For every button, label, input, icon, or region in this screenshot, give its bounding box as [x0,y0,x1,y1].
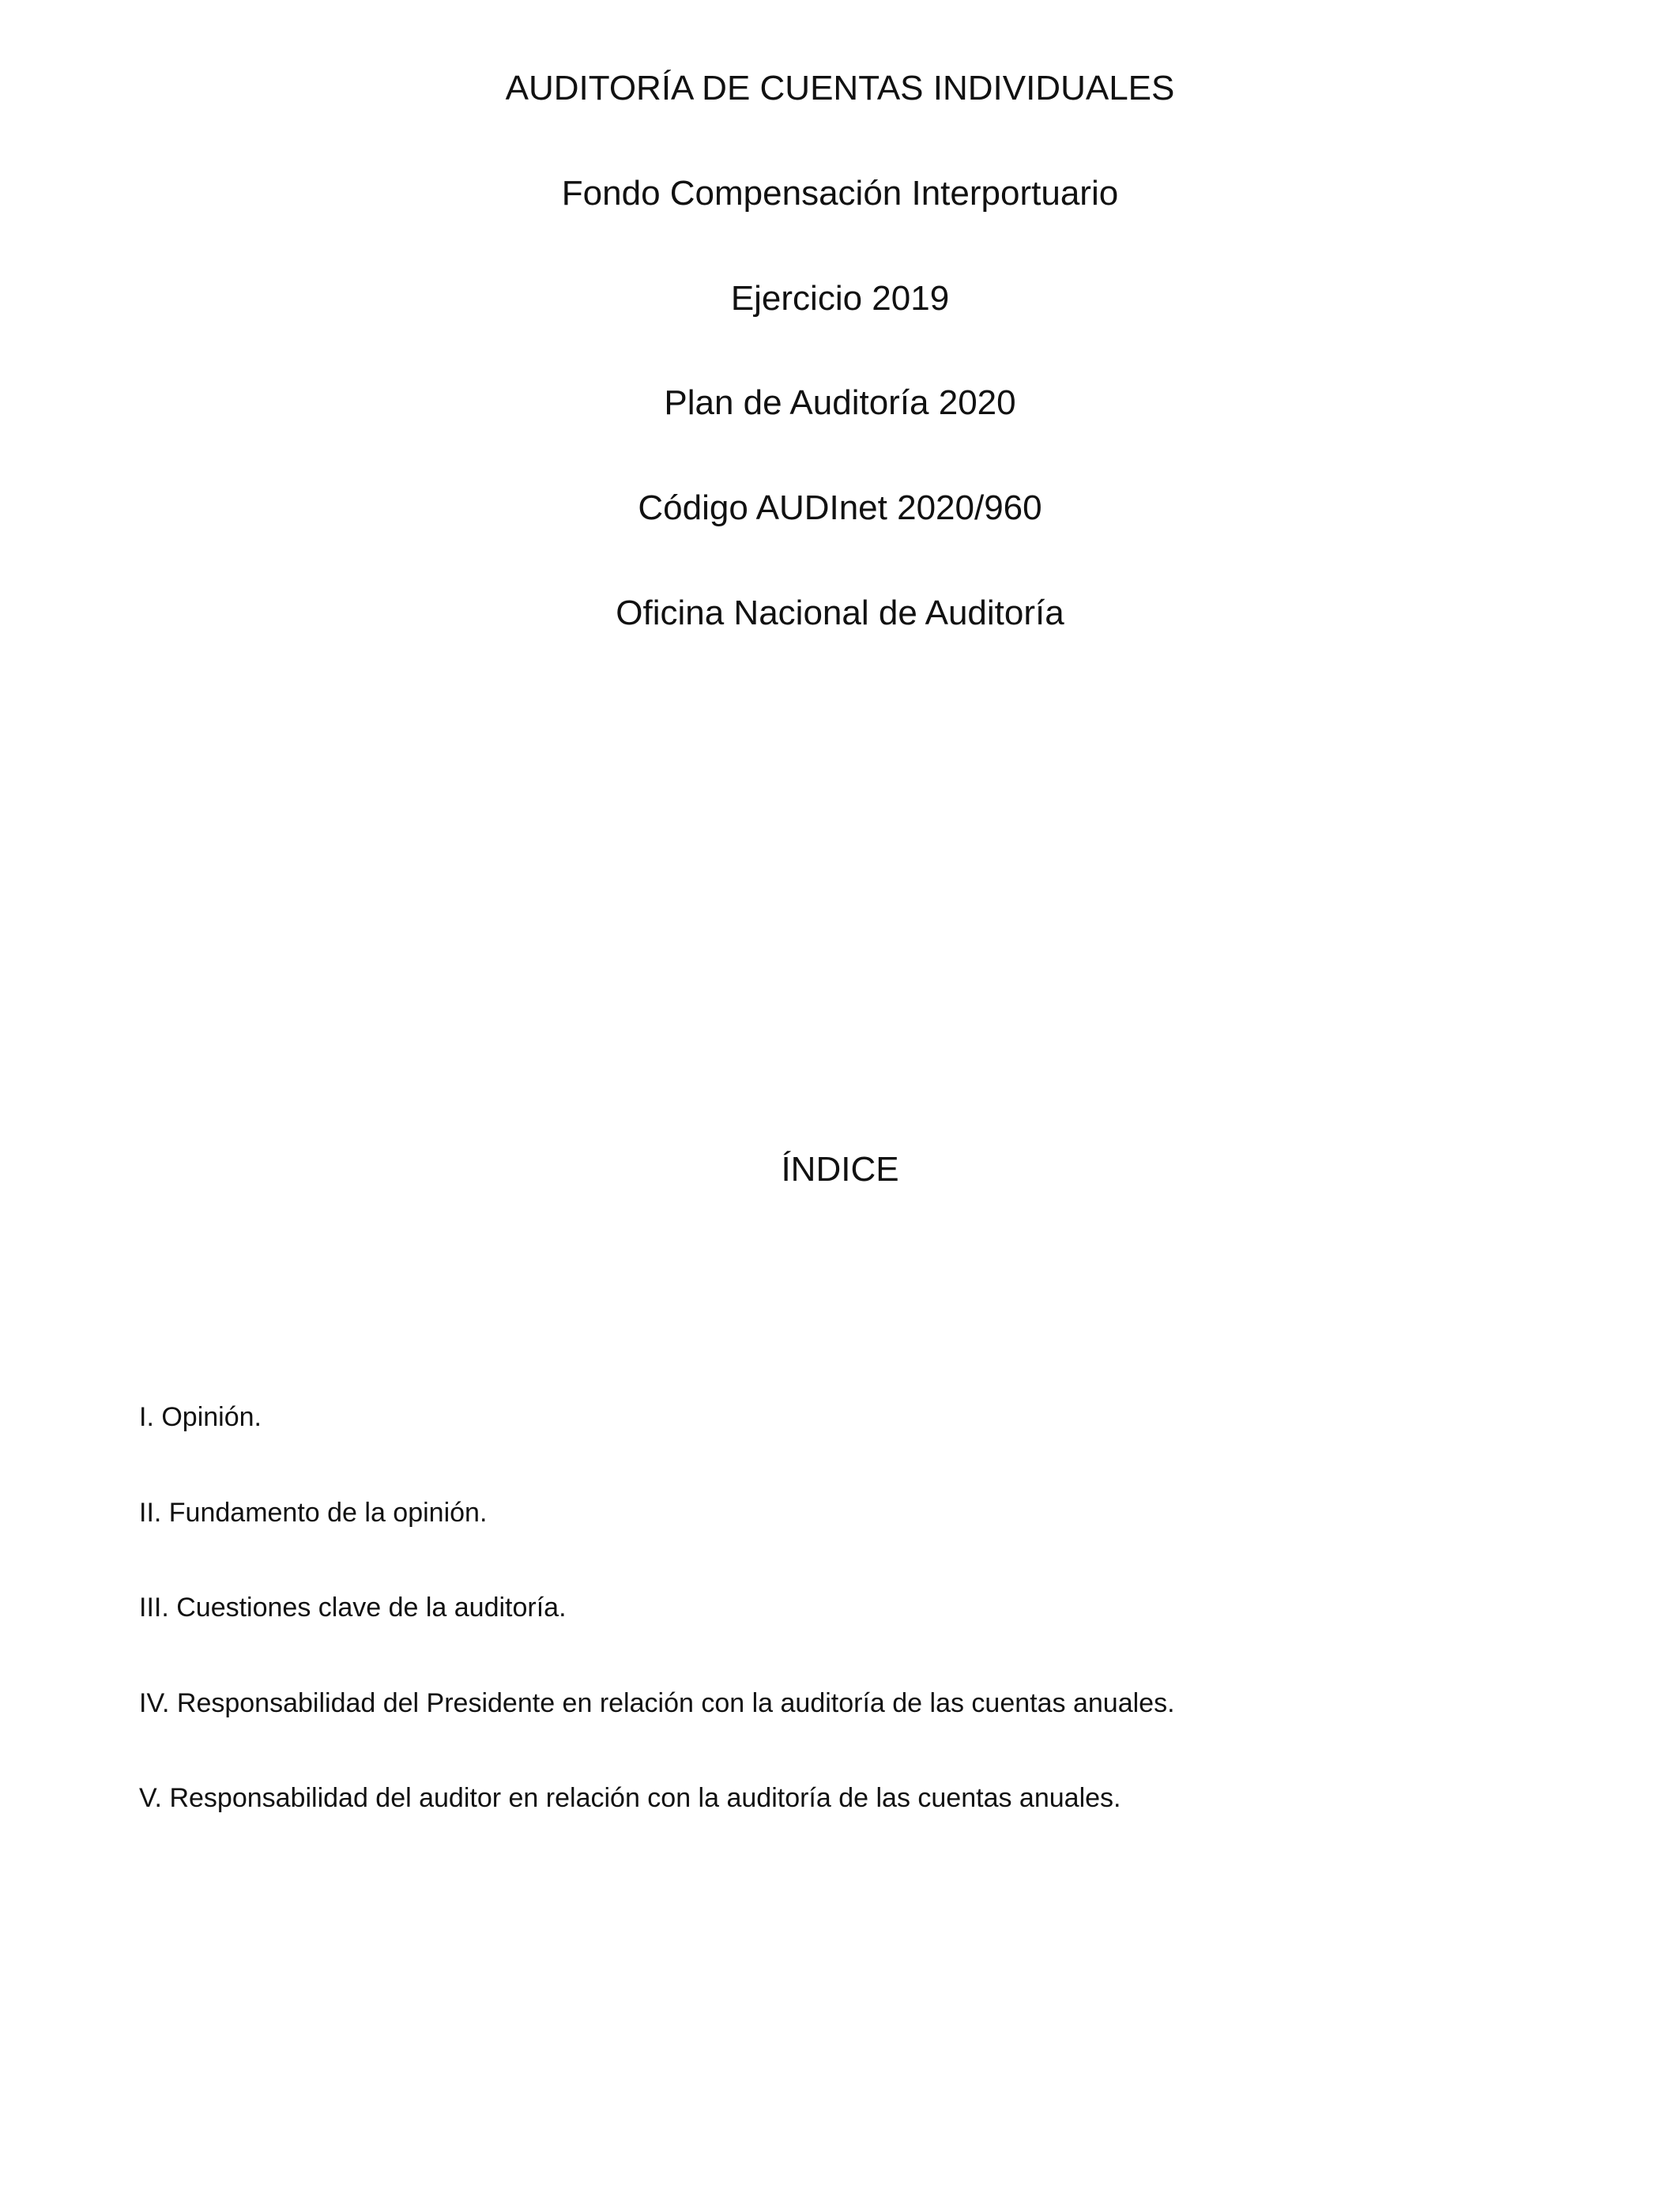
audit-plan: Plan de Auditoría 2020 [664,383,1016,422]
audinet-code: Código AUDInet 2020/960 [638,488,1042,527]
toc-item-5: V. Responsabilidad del auditor en relación con la auditoría de las cuentas anuales. [139,1783,1121,1813]
fiscal-year: Ejercicio 2019 [730,279,950,318]
toc-item-2: II. Fundamento de la opinión. [139,1498,488,1528]
issuing-office: Oficina Nacional de Auditoría [616,594,1064,632]
toc-item-3: III. Cuestiones clave de la auditoría. [139,1593,567,1623]
entity-name: Fondo Compensación Interportuario [561,174,1119,213]
document-title: AUDITORÍA DE CUENTAS INDIVIDUALES [505,69,1175,107]
toc-item-1: I. Opinión. [139,1402,262,1432]
index-heading: ÍNDICE [781,1150,899,1189]
toc-item-4: IV. Responsabilidad del Presidente en relación con la auditoría de las cuentas anuales. [139,1688,1175,1718]
